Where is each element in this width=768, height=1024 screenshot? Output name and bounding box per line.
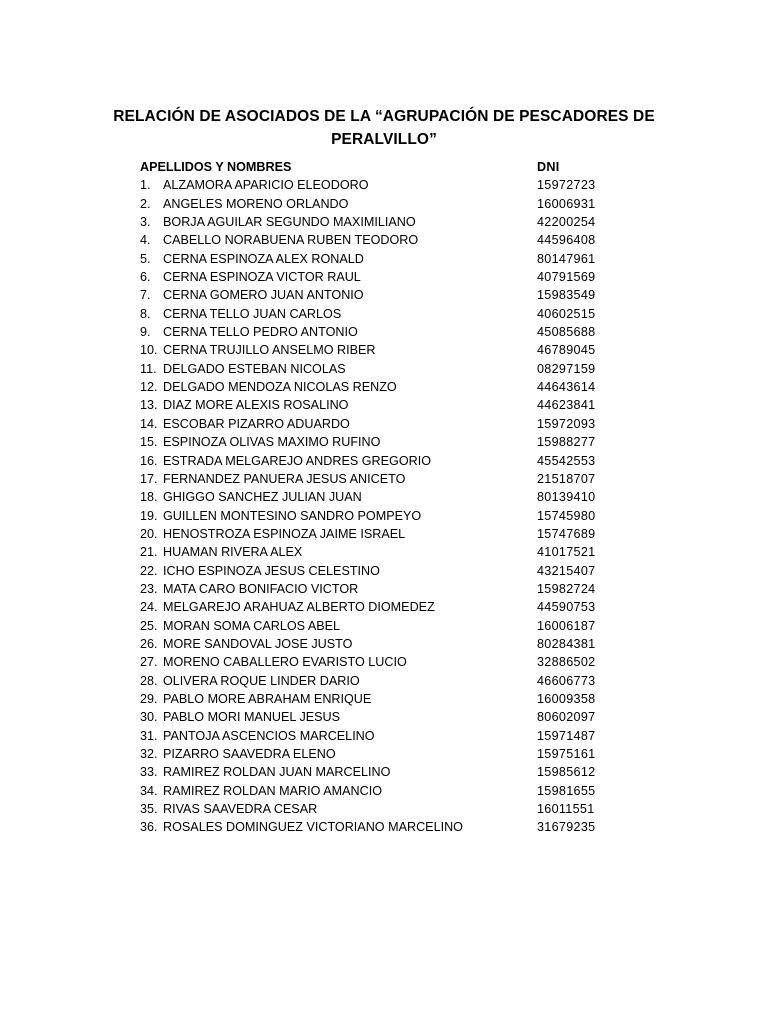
item-number: 27. (140, 655, 158, 670)
member-name: CERNA ESPINOZA VICTOR RAUL (163, 270, 361, 285)
member-name: PIZARRO SAAVEDRA ELENO (163, 747, 336, 761)
item-number: 33. (140, 765, 158, 780)
item-number: 1. (140, 178, 151, 193)
item-number: 19. (140, 508, 158, 523)
member-dni: 08297159 (537, 361, 596, 376)
list-item (140, 507, 640, 525)
list-item (140, 415, 640, 433)
member-dni: 16006187 (537, 618, 596, 633)
member-rows (140, 176, 640, 836)
member-dni: 15745980 (537, 508, 596, 523)
member-dni: 31679235 (537, 820, 596, 835)
item-number: 20. (140, 526, 158, 541)
member-dni: 15983549 (537, 288, 596, 303)
member-name: ESPINOZA OLIVAS MAXIMO RUFINO (163, 435, 381, 450)
member-dni: 16006931 (537, 196, 596, 211)
member-name: CERNA TRUJILLO ANSELMO RIBER (163, 343, 376, 358)
member-dni: 43215407 (537, 563, 596, 578)
list-item (140, 268, 640, 286)
list-item (140, 305, 640, 323)
list-item (140, 763, 640, 781)
member-name: ALZAMORA APARICIO ELEODORO (163, 178, 369, 193)
member-dni: 46606773 (537, 673, 596, 688)
member-dni: 40791569 (537, 270, 596, 285)
member-dni: 15985612 (537, 765, 596, 780)
item-number: 25. (140, 618, 158, 633)
item-number: 35. (140, 802, 158, 817)
item-number: 23. (140, 581, 158, 596)
member-name: ESCOBAR PIZARRO ADUARDO (163, 416, 350, 431)
list-item (140, 213, 640, 231)
item-number: 26. (140, 636, 158, 651)
list-item (140, 672, 640, 690)
list-item (140, 690, 640, 708)
member-dni: 15975161 (537, 747, 596, 761)
member-name: CERNA GOMERO JUAN ANTONIO (163, 288, 364, 303)
list-item (140, 323, 640, 341)
member-name: PABLO MORI MANUEL JESUS (163, 710, 341, 725)
member-dni: 80602097 (537, 710, 596, 725)
item-number: 17. (140, 471, 158, 486)
list-item (140, 653, 640, 671)
item-number: 8. (140, 306, 151, 321)
member-name: CERNA TELLO PEDRO ANTONIO (163, 325, 358, 340)
member-dni: 80139410 (537, 490, 596, 505)
list-item (140, 195, 640, 213)
member-name: HENOSTROZA ESPINOZA JAIME ISRAEL (163, 526, 406, 541)
member-name: MORAN SOMA CARLOS ABEL (163, 618, 341, 633)
member-name: MORE SANDOVAL JOSE JUSTO (163, 636, 353, 651)
list-item (140, 433, 640, 451)
member-name: DELGADO MENDOZA NICOLAS RENZO (163, 380, 397, 395)
member-name: CABELLO NORABUENA RUBEN TEODORO (163, 233, 419, 248)
member-name: DELGADO ESTEBAN NICOLAS (163, 361, 346, 376)
name-column-header: APELLIDOS Y NOMBRES (140, 160, 292, 174)
item-number: 14. (140, 416, 158, 431)
list-item (140, 543, 640, 561)
item-number: 30. (140, 710, 158, 725)
list-item (140, 378, 640, 396)
member-name: ROSALES DOMINGUEZ VICTORIANO MARCELINO (163, 820, 463, 835)
member-dni: 44590753 (537, 600, 596, 615)
member-dni: 15747689 (537, 526, 596, 541)
item-number: 9. (140, 325, 151, 340)
item-number: 32. (140, 747, 158, 761)
item-number: 2. (140, 196, 151, 211)
member-dni: 80284381 (537, 636, 596, 651)
item-number: 16. (140, 453, 158, 468)
item-number: 10. (140, 343, 158, 358)
item-number: 5. (140, 251, 151, 266)
member-dni: 32886502 (537, 655, 596, 670)
item-number: 34. (140, 783, 158, 798)
list-item (140, 488, 640, 506)
item-number: 4. (140, 233, 151, 248)
item-number: 11. (140, 361, 157, 376)
list-item (140, 562, 640, 580)
member-name: DIAZ MORE ALEXIS ROSALINO (163, 398, 349, 413)
member-dni: 44623841 (537, 398, 596, 413)
item-number: 13. (140, 398, 158, 413)
member-name: MELGAREJO ARAHUAZ ALBERTO DIOMEDEZ (163, 600, 435, 615)
member-dni: 41017521 (537, 545, 596, 560)
member-name: ANGELES MORENO ORLANDO (163, 196, 349, 211)
member-dni: 44596408 (537, 233, 596, 248)
members-list (140, 158, 640, 837)
list-item (140, 745, 640, 763)
document-title: RELACIÓN DE ASOCIADOS DE LA “AGRUPACIÓN DE PESCADORES DE PERALVILLO” (113, 108, 655, 148)
list-item (140, 598, 640, 616)
item-number: 18. (140, 490, 158, 505)
member-name: CERNA TELLO JUAN CARLOS (163, 306, 342, 321)
member-dni: 45542553 (537, 453, 596, 468)
list-item (140, 580, 640, 598)
member-dni: 15982724 (537, 581, 596, 596)
member-dni: 16009358 (537, 691, 596, 706)
member-dni: 21518707 (537, 471, 596, 486)
item-number: 28. (140, 673, 158, 688)
list-item (140, 231, 640, 249)
member-name: GHIGGO SANCHEZ JULIAN JUAN (163, 490, 362, 505)
member-dni: 15972723 (537, 178, 596, 193)
item-number: 21. (140, 545, 158, 560)
list-item (140, 782, 640, 800)
member-name: HUAMAN RIVERA ALEX (163, 545, 303, 560)
item-number: 15. (140, 435, 158, 450)
list-item (140, 818, 640, 836)
member-dni: 16011551 (537, 802, 595, 817)
member-name: MATA CARO BONIFACIO VICTOR (163, 581, 359, 596)
member-dni: 15972093 (537, 416, 596, 431)
list-item (140, 727, 640, 745)
item-number: 31. (140, 728, 158, 743)
dni-column-header: DNI (537, 160, 560, 174)
member-name: PANTOJA ASCENCIOS MARCELINO (163, 728, 375, 743)
item-number: 24. (140, 600, 158, 615)
list-item (140, 396, 640, 414)
member-name: RAMIREZ ROLDAN JUAN MARCELINO (163, 765, 391, 780)
member-dni: 40602515 (537, 306, 596, 321)
list-item (140, 800, 640, 818)
list-item (140, 250, 640, 268)
member-dni: 45085688 (537, 325, 596, 340)
member-dni: 46789045 (537, 343, 596, 358)
list-item (140, 452, 640, 470)
member-name: CERNA ESPINOZA ALEX RONALD (163, 251, 364, 266)
member-dni: 80147961 (537, 251, 596, 266)
member-name: OLIVERA ROQUE LINDER DARIO (163, 673, 360, 688)
member-name: BORJA AGUILAR SEGUNDO MAXIMILIANO (163, 215, 416, 230)
member-dni: 15981655 (537, 783, 596, 798)
list-header (140, 158, 640, 176)
member-name: ICHO ESPINOZA JESUS CELESTINO (163, 563, 380, 578)
member-name: RAMIREZ ROLDAN MARIO AMANCIO (163, 783, 383, 798)
list-item (140, 341, 640, 359)
member-name: GUILLEN MONTESINO SANDRO POMPEYO (163, 508, 422, 523)
list-item (140, 470, 640, 488)
item-number: 22. (140, 563, 158, 578)
item-number: 7. (140, 288, 151, 303)
member-name: MORENO CABALLERO EVARISTO LUCIO (163, 655, 407, 670)
member-name: ESTRADA MELGAREJO ANDRES GREGORIO (163, 453, 432, 468)
member-dni: 42200254 (537, 215, 596, 230)
item-number: 36. (140, 820, 158, 835)
list-item (140, 176, 640, 194)
member-dni: 15971487 (537, 728, 596, 743)
member-name: RIVAS SAAVEDRA CESAR (163, 802, 318, 817)
list-item (140, 635, 640, 653)
member-dni: 44643614 (537, 380, 596, 395)
item-number: 29. (140, 691, 158, 706)
list-item (140, 360, 640, 378)
member-name: FERNANDEZ PANUERA JESUS ANICETO (163, 471, 406, 486)
item-number: 3. (140, 215, 151, 230)
item-number: 12. (140, 380, 158, 395)
member-name: PABLO MORE ABRAHAM ENRIQUE (163, 691, 372, 706)
list-item (140, 525, 640, 543)
list-item (140, 617, 640, 635)
list-item (140, 708, 640, 726)
list-item (140, 286, 640, 304)
member-dni: 15988277 (537, 435, 596, 450)
item-number: 6. (140, 270, 151, 285)
